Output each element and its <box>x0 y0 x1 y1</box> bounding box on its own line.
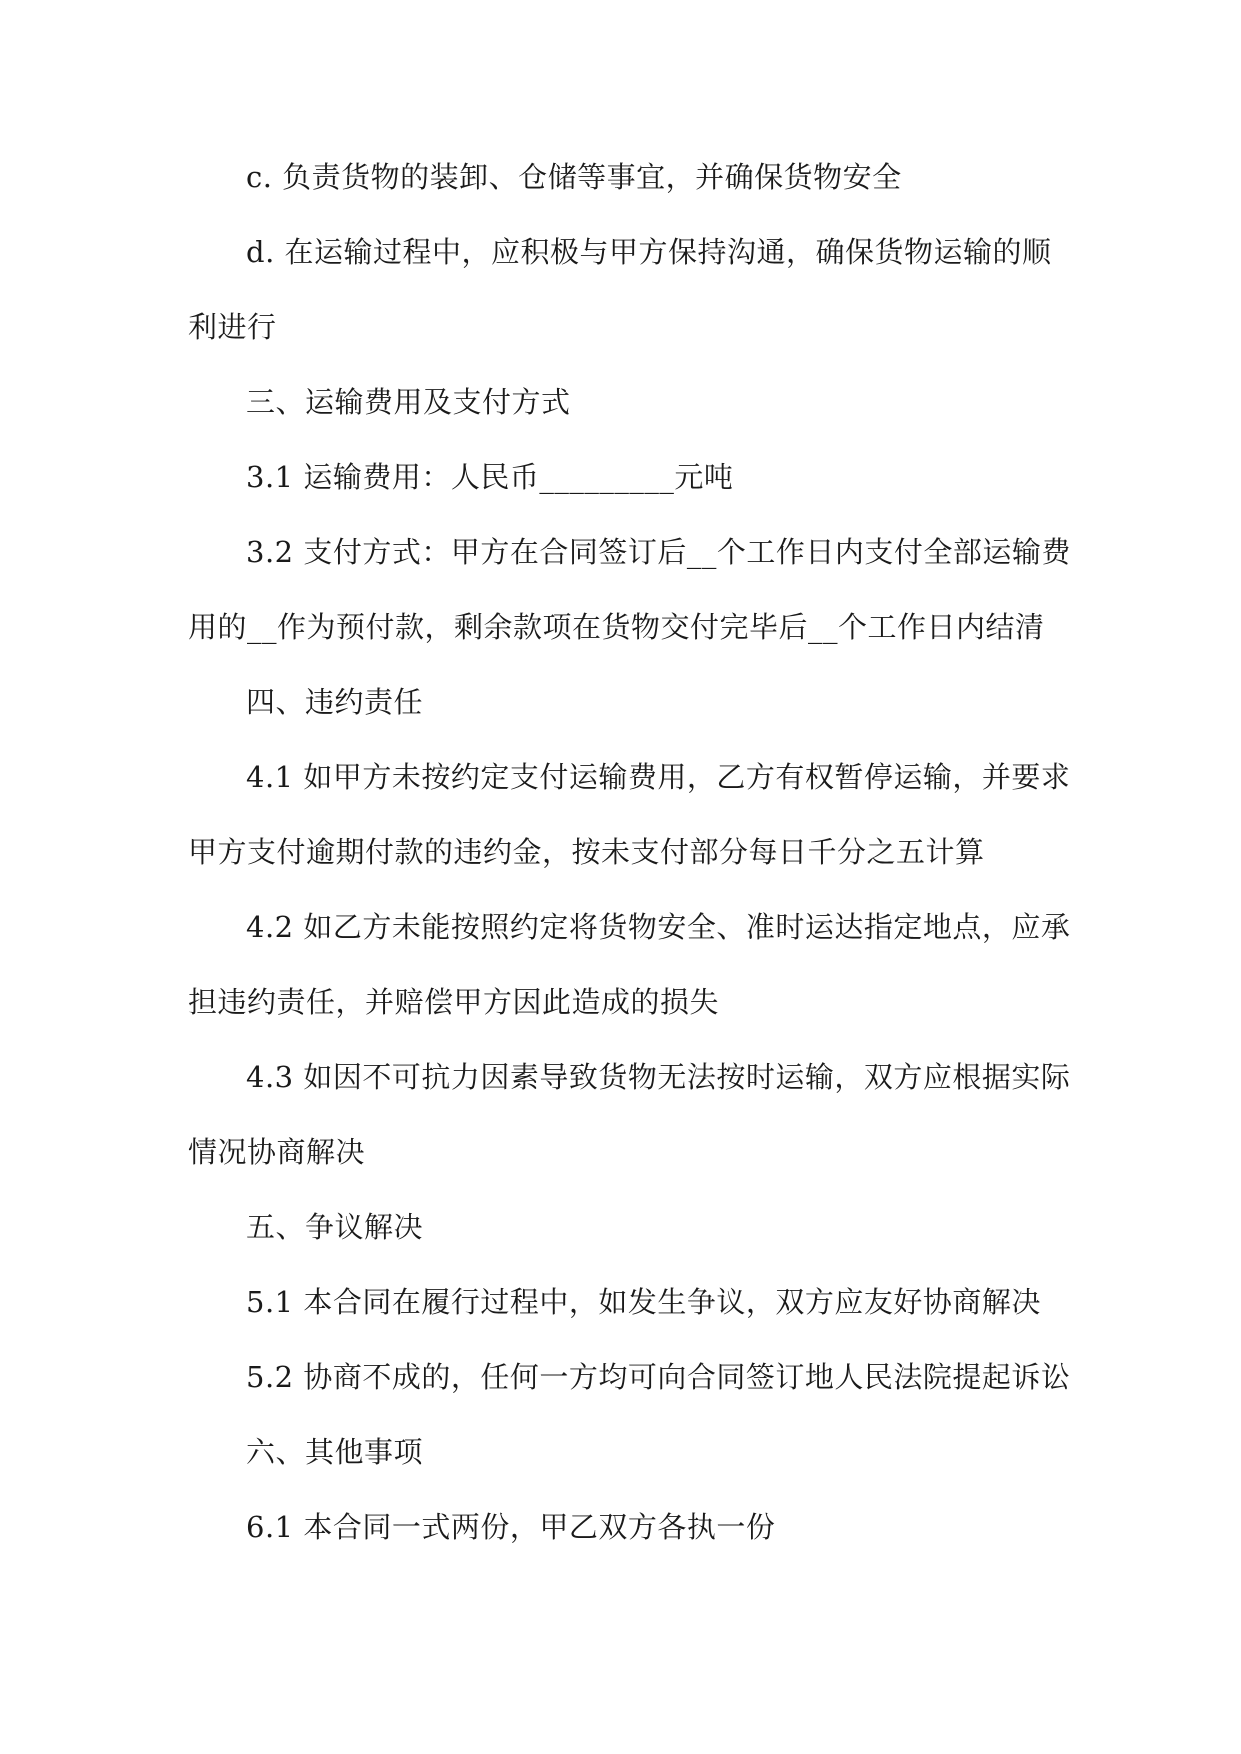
clause-4-2-line-1: 4.2 如乙方未能按照约定将货物安全、准时运达指定地点，应承 <box>246 910 1071 944</box>
clause-4-3-line-2: 情况协商解决 <box>188 1135 366 1169</box>
section-3-heading: 三、运输费用及支付方式 <box>246 385 571 419</box>
section-5-heading: 五、争议解决 <box>246 1210 424 1244</box>
clause-3-2-line-1: 3.2 支付方式：甲方在合同签订后__个工作日内支付全部运输费 <box>246 535 1071 569</box>
clause-3-1: 3.1 运输费用：人民币_________元吨 <box>246 460 734 494</box>
clause-c: c. 负责货物的装卸、仓储等事宜，并确保货物安全 <box>246 160 902 194</box>
clause-6-1: 6.1 本合同一式两份，甲乙双方各执一份 <box>246 1510 776 1544</box>
clause-d-line-2: 利进行 <box>188 310 277 344</box>
clause-4-1-line-2: 甲方支付逾期付款的违约金，按未支付部分每日千分之五计算 <box>188 835 985 869</box>
section-4-heading: 四、违约责任 <box>246 685 424 719</box>
clause-4-3-line-1: 4.3 如因不可抗力因素导致货物无法按时运输，双方应根据实际 <box>246 1060 1071 1094</box>
section-6-heading: 六、其他事项 <box>246 1435 424 1469</box>
clause-3-2-line-2: 用的__作为预付款，剩余款项在货物交付完毕后__个工作日内结清 <box>188 610 1045 644</box>
document-page <box>188 140 1071 1565</box>
clause-5-1: 5.1 本合同在履行过程中，如发生争议，双方应友好协商解决 <box>246 1285 1041 1319</box>
clause-4-1-line-1: 4.1 如甲方未按约定支付运输费用，乙方有权暂停运输，并要求 <box>246 760 1071 794</box>
clause-4-2-line-2: 担违约责任，并赔偿甲方因此造成的损失 <box>188 985 720 1019</box>
clause-d-line-1: d. 在运输过程中，应积极与甲方保持沟通，确保货物运输的顺 <box>246 235 1052 269</box>
clause-5-2: 5.2 协商不成的，任何一方均可向合同签订地人民法院提起诉讼 <box>246 1360 1071 1394</box>
